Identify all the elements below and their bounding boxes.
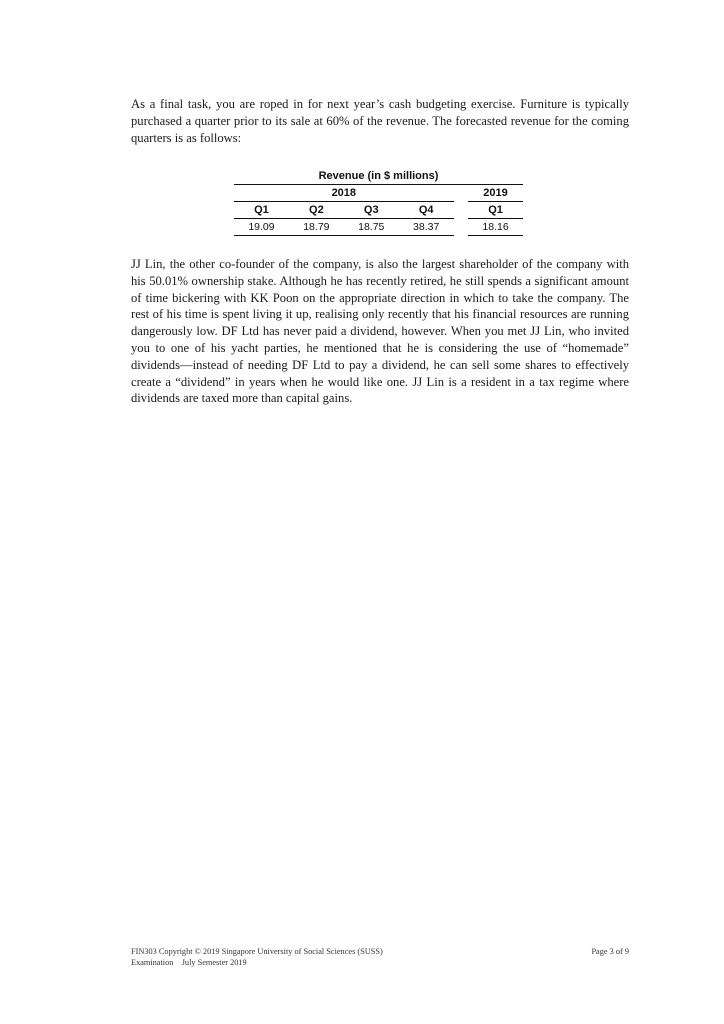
- quarter-header: Q1: [468, 202, 523, 219]
- quarter-header: Q2: [289, 202, 344, 219]
- page-footer: [131, 946, 629, 968]
- revenue-value: 38.37: [399, 219, 454, 236]
- revenue-value: 18.16: [468, 219, 523, 236]
- revenue-value: 18.75: [344, 219, 399, 236]
- quarter-header: Q3: [344, 202, 399, 219]
- year-2018-header: 2018: [234, 185, 454, 202]
- revenue-value: 19.09: [234, 219, 289, 236]
- revenue-table: [234, 168, 523, 236]
- quarter-header: Q4: [399, 202, 454, 219]
- paragraph-jj-lin: JJ Lin, the other co-founder of the company, is also the largest shareholder of the company with his 50.01% ownership stake. Although he has recently retired, he still spends a significant amount of time bickering with KK Poon on the appropriate direction in which to take the company. The rest of his time is spent living it up, realising only recently that his financial resources are running dangerously low. DF Ltd has never paid a dividend, however. When you met JJ Lin, who invited you to one of his yacht parties, he mentioned that he is considering the use of “homemade” dividends—instead of needing DF Ltd to pay a dividend, he can sell some shares to effectively create a “dividend” in years when he would like one. JJ Lin is a resident in a tax regime where dividends are taxed more than capital gains.: [131, 257, 629, 406]
- page-number: Page 3 of 9: [591, 947, 629, 956]
- paragraph-intro: As a final task, you are roped in for next year’s cash budgeting exercise. Furniture is typically purchased a quarter prior to its sale at 60% of the revenue. The forecasted revenue for the coming quarters is as follows:: [131, 97, 629, 145]
- quarter-header: Q1: [234, 202, 289, 219]
- table-caption: Revenue (in $ millions): [234, 168, 523, 185]
- footer-copyright: FIN303 Copyright © 2019 Singapore University of Social Sciences (SUSS): [131, 947, 383, 956]
- footer-exam: Examination July Semester 2019: [131, 958, 247, 967]
- year-2019-header: 2019: [468, 185, 523, 202]
- revenue-value: 18.79: [289, 219, 344, 236]
